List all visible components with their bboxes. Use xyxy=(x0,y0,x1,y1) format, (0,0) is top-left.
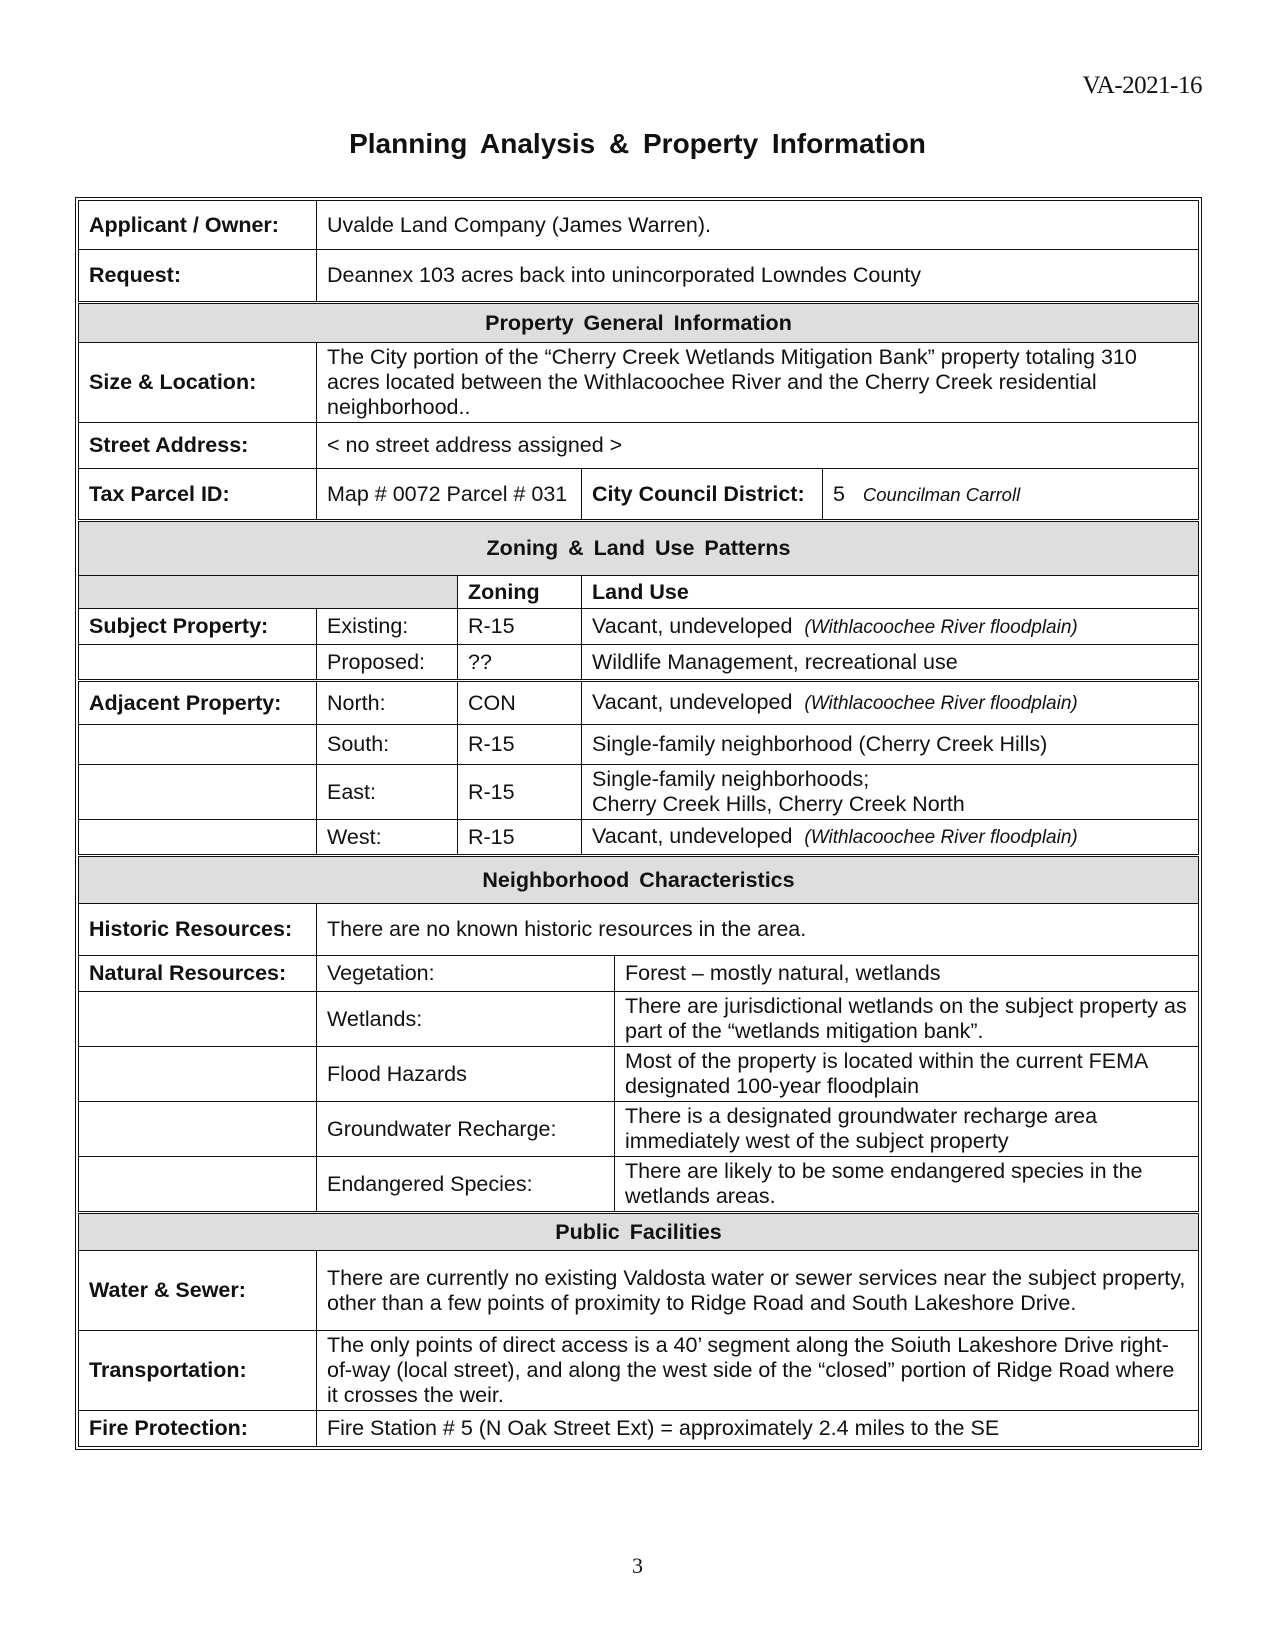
subject-land-use xyxy=(582,609,1199,645)
zoning-header-blank xyxy=(79,576,458,609)
natural-label-blank xyxy=(79,1102,317,1157)
adjacent-land-use xyxy=(582,681,1199,725)
land-use-note: (Withlacoochee River floodplain) xyxy=(804,693,1078,714)
natural-value: Forest – mostly natural, wetlands xyxy=(615,956,1199,992)
district-member: Councilman Carroll xyxy=(862,483,1021,505)
natural-value: Most of the property is located within the current FEMA designated 100-year floodplain xyxy=(615,1047,1199,1102)
water-sewer-value: There are currently no existing Valdosta water or sewer services near the subject property, other than a few points of proximity to Ridge Road and South Lakeshore Drive. xyxy=(317,1251,1199,1331)
street-address-label: Street Address: xyxy=(79,423,317,469)
land-use-line: Cherry Creek Hills, Cherry Creek North xyxy=(592,792,965,816)
land-use-text: Vacant, undeveloped xyxy=(592,613,793,638)
adjacent-dir: North: xyxy=(317,681,458,725)
natural-value: There are jurisdictional wetlands on the subject property as part of the “wetlands mitigation bank”. xyxy=(615,992,1199,1047)
tax-parcel-value: Map # 0072 Parcel # 031 xyxy=(317,469,582,521)
council-district-label: City Council District: xyxy=(582,469,823,521)
natural-value: There are likely to be some endangered species in the wetlands areas. xyxy=(615,1157,1199,1213)
subject-zoning: ?? xyxy=(458,645,582,681)
section-neighborhood: Neighborhood Characteristics xyxy=(79,856,1199,904)
council-district-value xyxy=(823,469,1199,521)
adjacent-land-use: Single-family neighborhood (Cherry Creek Hills) xyxy=(582,725,1199,765)
size-location-value: The City portion of the “Cherry Creek Wetlands Mitigation Bank” property totaling 310 acres located between the Withlacoochee River and the Cherry Creek residential neighborhood.. xyxy=(317,343,1199,423)
natural-item: Groundwater Recharge: xyxy=(317,1102,615,1157)
natural-resources-label: Natural Resources: xyxy=(79,956,317,992)
fire-protection-label: Fire Protection: xyxy=(79,1411,317,1447)
section-public-facilities: Public Facilities xyxy=(79,1213,1199,1251)
col-land-use: Land Use xyxy=(582,576,1199,609)
district-number: 5 xyxy=(833,481,845,506)
adjacent-zoning: R-15 xyxy=(458,820,582,856)
natural-item: Endangered Species: xyxy=(317,1157,615,1213)
natural-label-blank xyxy=(79,1047,317,1102)
adjacent-land-use xyxy=(582,765,1199,820)
transportation-value: The only points of direct access is a 40’ segment along the Soiuth Lakeshore Drive right-of-way (local street), and along the west side of the “closed” portion of Ridge Road where it crosses the weir. xyxy=(317,1331,1199,1411)
section-general-info: Property General Information xyxy=(79,303,1199,343)
natural-item: Vegetation: xyxy=(317,956,615,992)
tax-parcel-label: Tax Parcel ID: xyxy=(79,469,317,521)
fire-protection-value: Fire Station # 5 (N Oak Street Ext) = approximately 2.4 miles to the SE xyxy=(317,1411,1199,1447)
col-zoning: Zoning xyxy=(458,576,582,609)
adjacent-zoning: R-15 xyxy=(458,725,582,765)
adjacent-label-blank xyxy=(79,820,317,856)
historic-resources-label: Historic Resources: xyxy=(79,904,317,956)
subject-dir: Existing: xyxy=(317,609,458,645)
land-use-note: (Withlacoochee River floodplain) xyxy=(804,616,1078,638)
natural-label-blank xyxy=(79,1157,317,1213)
street-address-value: < no street address assigned > xyxy=(317,423,1199,469)
subject-property-label: Subject Property: xyxy=(79,609,317,645)
request-value: Deannex 103 acres back into unincorporated Lowndes County xyxy=(317,250,1199,303)
transportation-label: Transportation: xyxy=(79,1331,317,1411)
land-use-line: Single-family neighborhoods; xyxy=(592,767,870,791)
subject-land-use: Wildlife Management, recreational use xyxy=(582,645,1199,681)
historic-resources-value: There are no known historic resources in the area. xyxy=(317,904,1199,956)
adjacent-dir: South: xyxy=(317,725,458,765)
property-info-table xyxy=(75,197,1202,1450)
natural-label-blank xyxy=(79,992,317,1047)
applicant-value: Uvalde Land Company (James Warren). xyxy=(317,201,1199,250)
size-location-label: Size & Location: xyxy=(79,343,317,423)
natural-value: There is a designated groundwater recharge area immediately west of the subject property xyxy=(615,1102,1199,1157)
applicant-label: Applicant / Owner: xyxy=(79,201,317,250)
subject-dir: Proposed: xyxy=(317,645,458,681)
land-use-text: Vacant, undeveloped xyxy=(592,690,793,714)
adjacent-label-blank xyxy=(79,765,317,820)
section-zoning: Zoning & Land Use Patterns xyxy=(79,521,1199,576)
adjacent-dir: West: xyxy=(317,820,458,856)
subject-label-blank xyxy=(79,645,317,681)
adjacent-property-label: Adjacent Property: xyxy=(79,681,317,725)
page-number: 3 xyxy=(632,1553,643,1578)
adjacent-label-blank xyxy=(79,725,317,765)
page-title: Planning Analysis & Property Information xyxy=(349,128,926,159)
land-use-note: (Withlacoochee River floodplain) xyxy=(804,827,1078,848)
adjacent-dir: East: xyxy=(317,765,458,820)
land-use-text: Vacant, undeveloped xyxy=(592,824,793,848)
adjacent-land-use xyxy=(582,820,1199,856)
adjacent-zoning: CON xyxy=(458,681,582,725)
document-id: VA-2021-16 xyxy=(1082,72,1202,99)
water-sewer-label: Water & Sewer: xyxy=(79,1251,317,1331)
natural-item: Wetlands: xyxy=(317,992,615,1047)
subject-zoning: R-15 xyxy=(458,609,582,645)
adjacent-zoning: R-15 xyxy=(458,765,582,820)
natural-item: Flood Hazards xyxy=(317,1047,615,1102)
request-label: Request: xyxy=(79,250,317,303)
